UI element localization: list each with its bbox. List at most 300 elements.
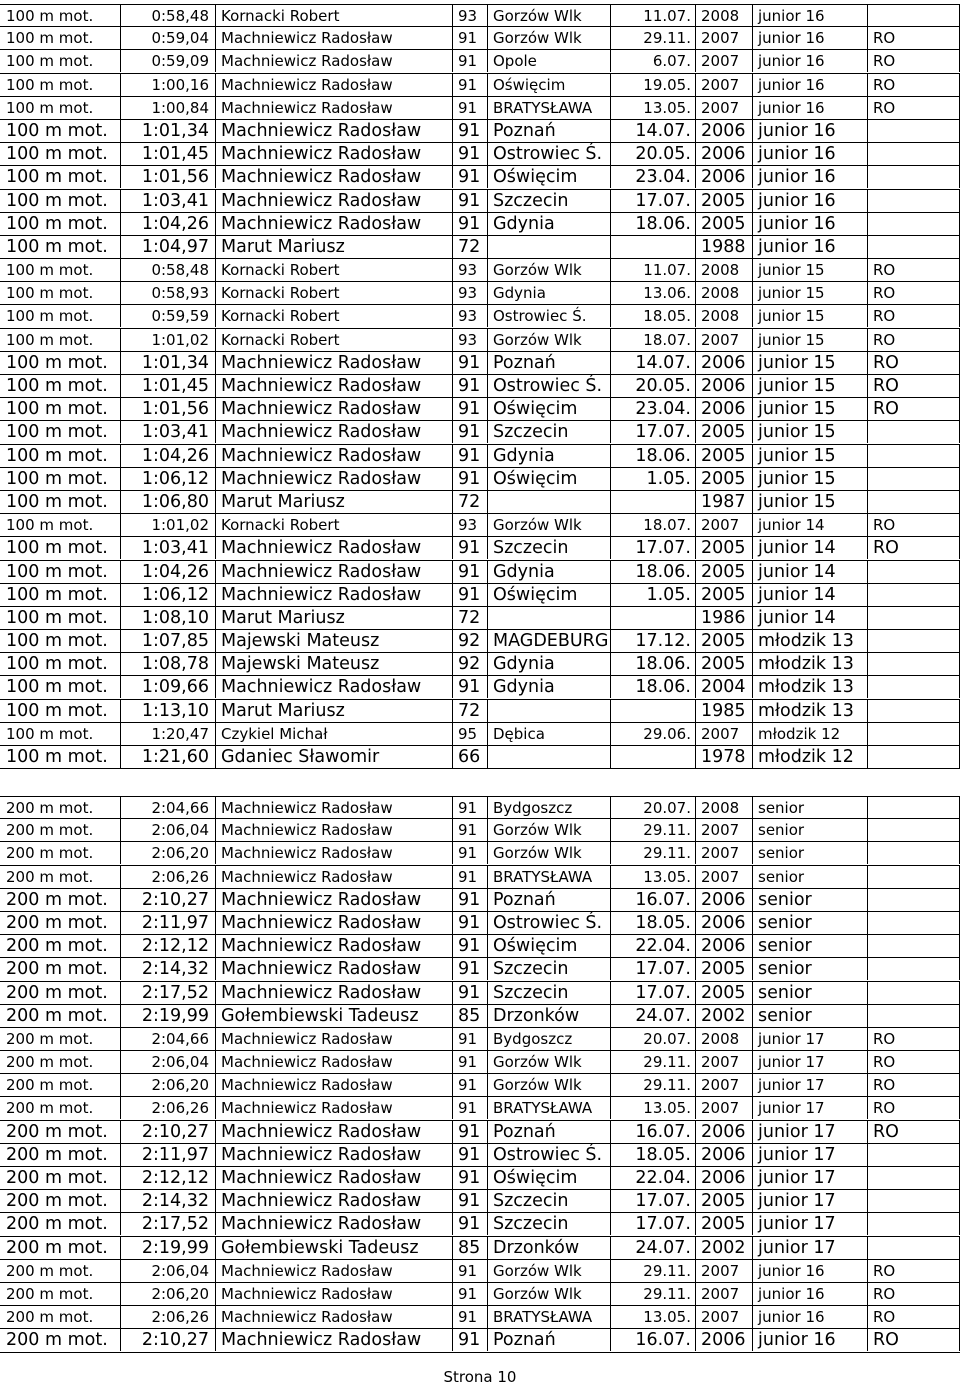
event-cell: 100 m mot. [6, 144, 108, 165]
place-cell: MAGDEBURG [487, 630, 610, 652]
birth-year-cell: 91 [452, 676, 487, 698]
year-cell: 2007 [695, 1306, 752, 1328]
year-cell: 2005 [695, 468, 752, 490]
birth-year-cell: 91 [452, 1144, 487, 1166]
place-cell: Gorzów Wlk [487, 1260, 610, 1282]
place-cell: Gdynia [487, 445, 610, 467]
category-cell: junior 15 [752, 375, 867, 397]
category-cell: junior 17 [752, 1028, 867, 1050]
category-cell: młodzik 13 [752, 630, 867, 652]
birth-year-cell: 91 [452, 143, 487, 165]
record-flag-cell [867, 143, 960, 165]
record-flag-cell: RO [867, 375, 960, 397]
place-cell: Oświęcim [487, 1167, 610, 1189]
table-row [0, 700, 960, 723]
record-flag-cell [867, 468, 960, 490]
record-flag-cell [867, 797, 960, 819]
category-cell: junior 16 [752, 120, 867, 142]
record-flag-cell [867, 935, 960, 957]
date-cell: 18.06. [610, 561, 695, 583]
record-flag-cell: RO [867, 97, 960, 119]
record-flag-cell [867, 120, 960, 142]
birth-year-cell: 85 [452, 1237, 487, 1259]
category-cell: junior 15 [752, 259, 867, 281]
table-row [0, 1306, 960, 1329]
date-cell: 29.11. [610, 1051, 695, 1073]
date-cell: 14.07. [610, 120, 695, 142]
time-cell: 2:06,04 [120, 1260, 215, 1282]
year-cell: 2005 [695, 1190, 752, 1212]
date-cell: 24.07. [610, 1237, 695, 1259]
records-table-200m [0, 796, 960, 1353]
year-cell: 2007 [695, 27, 752, 49]
time-cell: 0:58,48 [120, 5, 215, 27]
place-cell: Opole [487, 50, 610, 72]
event-cell: 200 m mot. [6, 867, 94, 886]
year-cell: 2005 [695, 653, 752, 675]
category-cell: senior [752, 958, 867, 980]
name-cell: Gołembiewski Tadeusz [215, 1005, 452, 1027]
event-cell: 200 m mot. [6, 1330, 108, 1351]
record-flag-cell [867, 676, 960, 698]
year-cell: 1988 [695, 236, 752, 258]
birth-year-cell: 93 [452, 305, 487, 327]
place-cell: Gorzów Wlk [487, 27, 610, 49]
category-cell: junior 16 [752, 27, 867, 49]
year-cell: 2004 [695, 676, 752, 698]
category-cell: junior 16 [752, 1283, 867, 1305]
date-cell: 29.11. [610, 27, 695, 49]
table-row [0, 1213, 960, 1236]
place-cell: Szczecin [487, 1190, 610, 1212]
time-cell: 1:01,56 [120, 398, 215, 420]
name-cell: Majewski Mateusz [215, 653, 452, 675]
name-cell: Machniewicz Radosław [215, 537, 452, 559]
place-cell: Gorzów Wlk [487, 819, 610, 841]
time-cell: 2:10,27 [120, 1121, 215, 1143]
birth-year-cell: 91 [452, 1306, 487, 1328]
birth-year-cell: 91 [452, 375, 487, 397]
time-cell: 1:01,34 [120, 352, 215, 374]
event-cell: 100 m mot. [6, 213, 108, 234]
name-cell: Machniewicz Radosław [215, 842, 452, 864]
time-cell: 2:17,52 [120, 982, 215, 1004]
place-cell [487, 491, 610, 513]
place-cell: Gorzów Wlk [487, 842, 610, 864]
category-cell: junior 16 [752, 1260, 867, 1282]
event-cell: 200 m mot. [6, 959, 108, 980]
year-cell: 2008 [695, 305, 752, 327]
date-cell: 17.12. [610, 630, 695, 652]
time-cell: 2:14,32 [120, 958, 215, 980]
event-cell: 200 m mot. [6, 912, 108, 933]
time-cell: 1:04,26 [120, 445, 215, 467]
name-cell: Gdaniec Sławomir [215, 746, 452, 768]
category-cell: senior [752, 866, 867, 888]
category-cell: senior [752, 1005, 867, 1027]
birth-year-cell: 91 [452, 97, 487, 119]
record-flag-cell: RO [867, 1306, 960, 1328]
event-cell: 100 m mot. [6, 261, 94, 280]
birth-year-cell: 93 [452, 514, 487, 536]
year-cell: 2005 [695, 584, 752, 606]
event-cell: 100 m mot. [6, 376, 108, 396]
year-cell: 2006 [695, 166, 752, 188]
time-cell: 2:06,20 [120, 1074, 215, 1096]
birth-year-cell: 72 [452, 236, 487, 258]
category-cell: junior 15 [752, 282, 867, 304]
birth-year-cell: 91 [452, 190, 487, 212]
date-cell: 18.07. [610, 329, 695, 351]
year-cell: 2008 [695, 797, 752, 819]
table-row [0, 421, 960, 444]
table-row [0, 468, 960, 491]
birth-year-cell: 91 [452, 1028, 487, 1050]
place-cell: Gdynia [487, 282, 610, 304]
time-cell: 0:58,48 [120, 259, 215, 281]
table-row [0, 889, 960, 912]
record-flag-cell: RO [867, 1028, 960, 1050]
event-cell: 100 m mot. [6, 167, 108, 188]
record-flag-cell [867, 1144, 960, 1166]
name-cell: Machniewicz Radosław [215, 445, 452, 467]
birth-year-cell: 91 [452, 866, 487, 888]
table-row [0, 74, 960, 97]
table-row [0, 514, 960, 537]
category-cell: junior 17 [752, 1213, 867, 1235]
event-cell: 100 m mot. [6, 491, 108, 512]
event-cell: 100 m mot. [6, 584, 108, 605]
date-cell: 13.05. [610, 1306, 695, 1328]
date-cell: 13.05. [610, 1097, 695, 1119]
record-flag-cell: RO [867, 537, 960, 559]
place-cell: Szczecin [487, 1213, 610, 1235]
place-cell: Oświęcim [487, 584, 610, 606]
record-flag-cell: RO [867, 74, 960, 96]
time-cell: 2:10,27 [120, 889, 215, 911]
name-cell: Machniewicz Radosław [215, 1329, 452, 1351]
event-cell: 100 m mot. [6, 120, 108, 141]
event-cell: 100 m mot. [6, 29, 94, 48]
name-cell: Kornacki Robert [215, 5, 452, 27]
record-flag-cell [867, 1190, 960, 1212]
year-cell: 2007 [695, 329, 752, 351]
table-row [0, 1144, 960, 1167]
time-cell: 1:07,85 [120, 630, 215, 652]
event-cell: 100 m mot. [6, 516, 94, 535]
category-cell: junior 16 [752, 5, 867, 27]
birth-year-cell: 91 [452, 537, 487, 559]
table-row [0, 491, 960, 514]
place-cell: Ostrowiec Ś. [487, 375, 610, 397]
record-flag-cell: RO [867, 1283, 960, 1305]
name-cell: Machniewicz Radosław [215, 797, 452, 819]
time-cell: 2:17,52 [120, 1213, 215, 1235]
category-cell: junior 14 [752, 514, 867, 536]
name-cell: Machniewicz Radosław [215, 166, 452, 188]
category-cell: senior [752, 842, 867, 864]
date-cell: 17.07. [610, 421, 695, 443]
birth-year-cell: 93 [452, 5, 487, 27]
name-cell: Machniewicz Radosław [215, 74, 452, 96]
table-row [0, 607, 960, 630]
birth-year-cell: 91 [452, 889, 487, 911]
birth-year-cell: 91 [452, 819, 487, 841]
record-flag-cell [867, 166, 960, 188]
place-cell: Poznań [487, 120, 610, 142]
table-row [0, 746, 960, 769]
category-cell: junior 15 [752, 445, 867, 467]
name-cell: Kornacki Robert [215, 282, 452, 304]
year-cell: 1985 [695, 700, 752, 722]
birth-year-cell: 93 [452, 259, 487, 281]
name-cell: Machniewicz Radosław [215, 676, 452, 698]
category-cell: junior 16 [752, 50, 867, 72]
table-row [0, 561, 960, 584]
name-cell: Machniewicz Radosław [215, 213, 452, 235]
event-cell: 200 m mot. [6, 1237, 108, 1258]
time-cell: 1:00,16 [120, 74, 215, 96]
category-cell: młodzik 12 [752, 723, 867, 745]
birth-year-cell: 91 [452, 398, 487, 420]
category-cell: młodzik 13 [752, 700, 867, 722]
year-cell: 2002 [695, 1237, 752, 1259]
time-cell: 1:03,41 [120, 190, 215, 212]
year-cell: 2005 [695, 445, 752, 467]
name-cell: Marut Mariusz [215, 236, 452, 258]
time-cell: 0:59,59 [120, 305, 215, 327]
name-cell: Marut Mariusz [215, 700, 452, 722]
date-cell: 18.07. [610, 514, 695, 536]
event-cell: 100 m mot. [6, 607, 108, 628]
category-cell: junior 17 [752, 1167, 867, 1189]
name-cell: Gołembiewski Tadeusz [215, 1237, 452, 1259]
table-row [0, 1167, 960, 1190]
category-cell: junior 16 [752, 74, 867, 96]
date-cell: 29.11. [610, 842, 695, 864]
record-flag-cell [867, 746, 960, 768]
name-cell: Machniewicz Radosław [215, 1306, 452, 1328]
record-flag-cell: RO [867, 50, 960, 72]
event-cell: 100 m mot. [6, 561, 108, 582]
date-cell: 17.07. [610, 982, 695, 1004]
date-cell [610, 700, 695, 722]
place-cell [487, 700, 610, 722]
event-cell: 100 m mot. [6, 98, 94, 117]
time-cell: 1:06,12 [120, 584, 215, 606]
table-row [0, 166, 960, 189]
time-cell: 1:09,66 [120, 676, 215, 698]
table-row [0, 329, 960, 352]
record-flag-cell: RO [867, 352, 960, 374]
year-cell: 2007 [695, 866, 752, 888]
date-cell: 16.07. [610, 1329, 695, 1351]
time-cell: 1:21,60 [120, 746, 215, 768]
event-cell: 100 m mot. [6, 654, 108, 675]
category-cell: junior 16 [752, 213, 867, 235]
date-cell: 1.05. [610, 468, 695, 490]
time-cell: 1:06,80 [120, 491, 215, 513]
time-cell: 1:04,97 [120, 236, 215, 258]
table-row [0, 1051, 960, 1074]
table-row [0, 1190, 960, 1213]
table-row [0, 982, 960, 1005]
place-cell: Gorzów Wlk [487, 329, 610, 351]
name-cell: Kornacki Robert [215, 305, 452, 327]
date-cell: 18.06. [610, 213, 695, 235]
date-cell: 23.04. [610, 166, 695, 188]
date-cell: 29.11. [610, 819, 695, 841]
table-row [0, 190, 960, 213]
category-cell: junior 15 [752, 398, 867, 420]
record-flag-cell [867, 421, 960, 443]
table-row [0, 259, 960, 282]
date-cell: 18.06. [610, 445, 695, 467]
time-cell: 2:12,12 [120, 935, 215, 957]
date-cell: 29.11. [610, 1283, 695, 1305]
event-cell: 100 m mot. [6, 307, 94, 326]
event-cell: 100 m mot. [6, 284, 94, 303]
table-row [0, 935, 960, 958]
date-cell: 13.06. [610, 282, 695, 304]
time-cell: 1:01,56 [120, 166, 215, 188]
name-cell: Machniewicz Radosław [215, 935, 452, 957]
category-cell: junior 16 [752, 1306, 867, 1328]
name-cell: Machniewicz Radosław [215, 143, 452, 165]
birth-year-cell: 91 [452, 1190, 487, 1212]
year-cell: 2007 [695, 1051, 752, 1073]
name-cell: Machniewicz Radosław [215, 352, 452, 374]
name-cell: Machniewicz Radosław [215, 27, 452, 49]
place-cell: Gdynia [487, 213, 610, 235]
place-cell: Drzonków [487, 1237, 610, 1259]
table-row [0, 958, 960, 981]
event-cell: 200 m mot. [6, 844, 94, 863]
date-cell: 22.04. [610, 935, 695, 957]
date-cell: 18.05. [610, 1144, 695, 1166]
table-row [0, 50, 960, 73]
name-cell: Marut Mariusz [215, 491, 452, 513]
year-cell: 2008 [695, 1028, 752, 1050]
date-cell: 24.07. [610, 1005, 695, 1027]
table-row [0, 866, 960, 889]
birth-year-cell: 91 [452, 1074, 487, 1096]
record-flag-cell [867, 445, 960, 467]
record-flag-cell: RO [867, 1051, 960, 1073]
category-cell: junior 17 [752, 1121, 867, 1143]
date-cell: 16.07. [610, 889, 695, 911]
event-cell: 100 m mot. [6, 399, 108, 420]
date-cell: 11.07. [610, 259, 695, 281]
table-row [0, 1028, 960, 1051]
time-cell: 1:08,10 [120, 607, 215, 629]
table-row [0, 842, 960, 865]
name-cell: Machniewicz Radosław [215, 97, 452, 119]
event-cell: 200 m mot. [6, 1076, 94, 1095]
year-cell: 2005 [695, 630, 752, 652]
date-cell: 17.07. [610, 958, 695, 980]
year-cell: 2006 [695, 889, 752, 911]
table-row [0, 1329, 960, 1352]
place-cell: Gorzów Wlk [487, 5, 610, 27]
record-flag-cell: RO [867, 305, 960, 327]
table-row [0, 282, 960, 305]
year-cell: 2007 [695, 842, 752, 864]
time-cell: 1:04,26 [120, 561, 215, 583]
name-cell: Machniewicz Radosław [215, 1144, 452, 1166]
event-cell: 100 m mot. [6, 631, 108, 652]
year-cell: 2005 [695, 213, 752, 235]
time-cell: 1:01,45 [120, 375, 215, 397]
place-cell: Oświęcim [487, 468, 610, 490]
time-cell: 2:10,27 [120, 1329, 215, 1351]
name-cell: Machniewicz Radosław [215, 1074, 452, 1096]
place-cell: Gorzów Wlk [487, 514, 610, 536]
year-cell: 2007 [695, 1283, 752, 1305]
event-cell: 200 m mot. [6, 1308, 94, 1327]
name-cell: Machniewicz Radosław [215, 889, 452, 911]
category-cell: senior [752, 819, 867, 841]
record-flag-cell [867, 700, 960, 722]
record-flag-cell: RO [867, 1260, 960, 1282]
category-cell: junior 16 [752, 190, 867, 212]
time-cell: 0:58,93 [120, 282, 215, 304]
name-cell: Czykiel Michał [215, 723, 452, 745]
date-cell: 18.06. [610, 653, 695, 675]
record-flag-cell [867, 889, 960, 911]
year-cell: 2007 [695, 50, 752, 72]
date-cell: 1.05. [610, 584, 695, 606]
birth-year-cell: 85 [452, 1005, 487, 1027]
year-cell: 2007 [695, 1097, 752, 1119]
name-cell: Machniewicz Radosław [215, 398, 452, 420]
name-cell: Machniewicz Radosław [215, 50, 452, 72]
time-cell: 2:06,26 [120, 866, 215, 888]
table-row [0, 213, 960, 236]
place-cell: Gorzów Wlk [487, 1283, 610, 1305]
date-cell: 20.07. [610, 797, 695, 819]
date-cell [610, 491, 695, 513]
time-cell: 1:06,12 [120, 468, 215, 490]
category-cell: młodzik 13 [752, 653, 867, 675]
table-row [0, 375, 960, 398]
table-row [0, 1074, 960, 1097]
table-row [0, 1005, 960, 1028]
year-cell: 2008 [695, 5, 752, 27]
place-cell: Gorzów Wlk [487, 259, 610, 281]
category-cell: junior 17 [752, 1144, 867, 1166]
name-cell: Machniewicz Radosław [215, 958, 452, 980]
place-cell [487, 236, 610, 258]
table-row [0, 912, 960, 935]
birth-year-cell: 91 [452, 468, 487, 490]
birth-year-cell: 91 [452, 120, 487, 142]
category-cell: junior 15 [752, 305, 867, 327]
place-cell: Ostrowiec Ś. [487, 1144, 610, 1166]
birth-year-cell: 72 [452, 607, 487, 629]
page-number: Strona 10 [443, 1368, 517, 1386]
category-cell: junior 14 [752, 607, 867, 629]
birth-year-cell: 91 [452, 1260, 487, 1282]
date-cell: 17.07. [610, 1213, 695, 1235]
record-flag-cell [867, 912, 960, 934]
table-row [0, 653, 960, 676]
name-cell: Machniewicz Radosław [215, 468, 452, 490]
record-flag-cell [867, 5, 960, 27]
year-cell: 2002 [695, 1005, 752, 1027]
year-cell: 1987 [695, 491, 752, 513]
event-cell: 100 m mot. [6, 330, 94, 349]
